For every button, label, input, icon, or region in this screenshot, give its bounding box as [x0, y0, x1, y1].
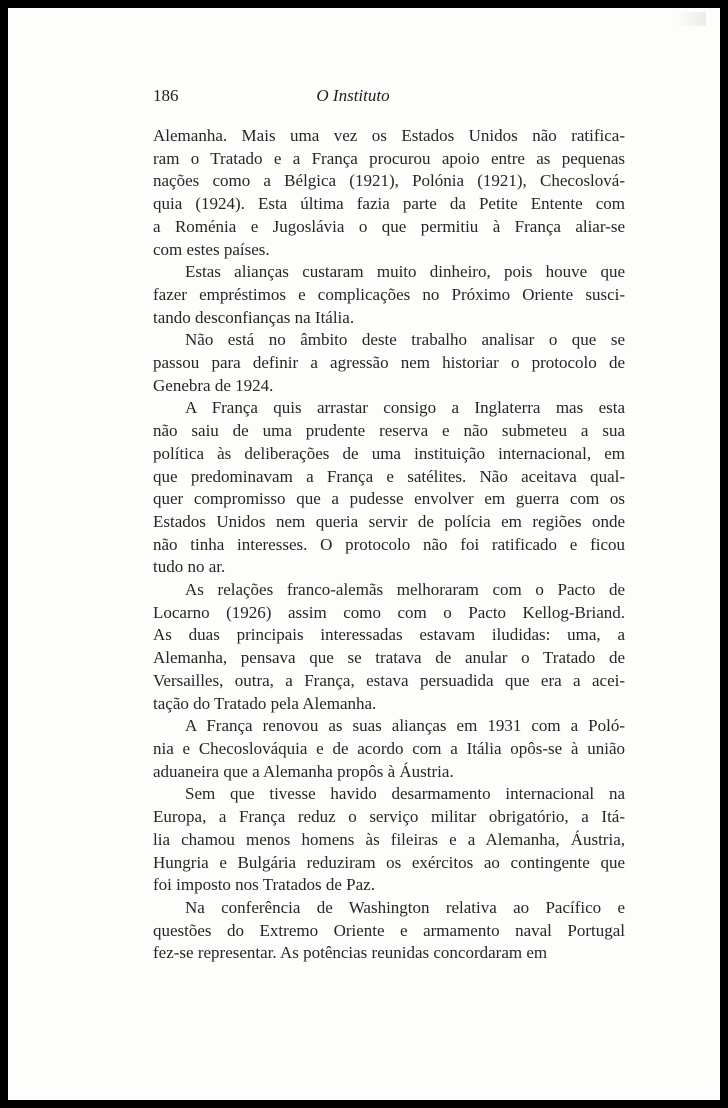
- paragraph: [153, 897, 625, 965]
- text-line: a Roménia e Jugoslávia o que permitiu à França aliar-se: [153, 216, 625, 236]
- text-line: aduaneira que a Alemanha propôs à Áustria.: [153, 761, 454, 781]
- text-line: ram o Tratado e a França procurou apoio entre as pequenas: [153, 148, 625, 168]
- text-line: não saiu de uma prudente reserva e não submeteu a sua: [153, 421, 625, 441]
- paragraph: [153, 125, 625, 261]
- text-line: Europa, a França reduz o serviço militar obrigatório, a Itá-: [153, 807, 625, 827]
- text-line: Estados Unidos nem queria servir de polícia em regiões onde: [153, 511, 625, 531]
- text-line: política às deliberações de uma instituição internacional, em: [153, 443, 625, 463]
- book-page: [8, 8, 720, 1100]
- text-line: Hungria e Bulgária reduziram os exércitos ao contingente que: [153, 852, 625, 872]
- text-line: quia (1924). Esta última fazia parte da Petite Entente com: [153, 194, 625, 214]
- page-number: 186: [153, 86, 179, 105]
- paragraph: [153, 579, 625, 715]
- text-line: quer compromisso que a pudesse envolver em guerra com os: [153, 489, 625, 509]
- text-line: A França renovou as suas alianças em 1931 com a Poló-: [185, 716, 625, 736]
- text-line: Genebra de 1924.: [153, 375, 274, 395]
- text-line: Na conferência de Washington relativa ao Pacífico e: [185, 897, 625, 917]
- scan-shadow: [676, 12, 706, 26]
- text-line: não tinha interesses. O protocolo não foi ratificado e ficou: [153, 534, 625, 554]
- text-line: Estas alianças custaram muito dinheiro, pois houve que: [185, 262, 625, 282]
- text-line: fez-se representar. As potências reunidas concordaram em: [153, 943, 548, 963]
- text-line: nia e Checoslováquia e de acordo com a Itália opôs-se à união: [153, 738, 625, 758]
- page-header: [153, 86, 633, 108]
- running-title: O Instituto: [316, 86, 390, 105]
- text-line: tudo no ar.: [153, 557, 226, 577]
- text-line: Não está no âmbito deste trabalho analisar o que se: [185, 330, 625, 350]
- text-line: Locarno (1926) assim como com o Pacto Kellog-Briand.: [153, 602, 625, 622]
- text-line: Versailles, outra, a França, estava persuadida que era a acei-: [153, 670, 625, 690]
- text-line: foi imposto nos Tratados de Paz.: [153, 875, 375, 895]
- body-text: [153, 125, 625, 965]
- text-line: tação do Tratado pela Alemanha.: [153, 693, 377, 713]
- text-line: As duas principais interessadas estavam iludidas: uma, a: [153, 625, 625, 645]
- text-line: tando desconfianças na Itália.: [153, 307, 355, 327]
- text-line: Alemanha, pensava que se tratava de anular o Tratado de: [153, 648, 625, 668]
- text-line: passou para definir a agressão nem historiar o protocolo de: [153, 353, 625, 373]
- paragraph: [153, 261, 625, 329]
- paragraph: [153, 715, 625, 783]
- text-line: As relações franco-alemãs melhoraram com o Pacto de: [185, 580, 625, 600]
- text-line: Alemanha. Mais uma vez os Estados Unidos não ratifica-: [153, 126, 625, 145]
- paragraph: [153, 329, 625, 397]
- text-line: lia chamou menos homens às fileiras e a Alemanha, Áustria,: [153, 829, 625, 849]
- paragraph: [153, 397, 625, 579]
- text-line: Sem que tivesse havido desarmamento internacional na: [185, 784, 625, 804]
- text-line: questões do Extremo Oriente e armamento naval Portugal: [153, 920, 625, 940]
- text-line: que predominavam a França e satélites. Não aceitava qual-: [153, 466, 625, 486]
- text-line: fazer empréstimos e complicações no Próximo Oriente susci-: [153, 284, 625, 304]
- text-line: com estes países.: [153, 239, 270, 259]
- text-line: nações como a Bélgica (1921), Polónia (1921), Checoslová-: [153, 171, 625, 191]
- paragraph: [153, 783, 625, 897]
- text-line: A França quis arrastar consigo a Inglaterra mas esta: [185, 398, 625, 418]
